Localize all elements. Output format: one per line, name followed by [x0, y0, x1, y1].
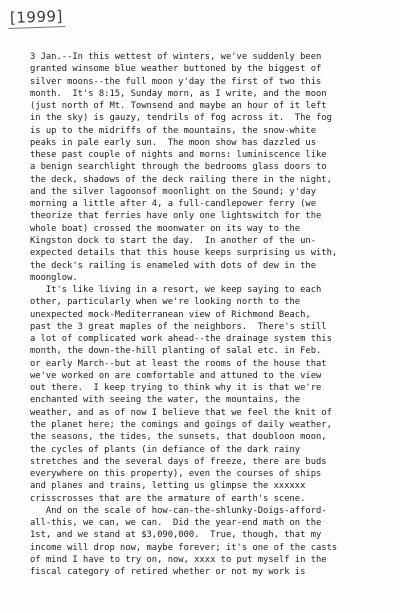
- text-line: expected details that this house keeps surprising us with,: [30, 248, 338, 259]
- text-line: whole boat) crossed the moonwater on its way to the: [30, 223, 301, 234]
- text-line: of mind I have to try on, now, xxxx to put myself in the: [30, 554, 327, 565]
- text-line: stretches and the several days of freeze, there are buds: [30, 456, 327, 467]
- text-line: 1st, and we stand at $3,090,000. True, though, that my: [30, 530, 322, 541]
- text-line: moonglow.: [30, 272, 78, 283]
- text-line: other, particularly when we're looking north to the: [30, 297, 301, 308]
- text-line: silver moons--the full moon y'day the first of two this: [30, 76, 322, 87]
- text-line: Kingston dock to start the day. In another of the un-: [30, 235, 316, 246]
- text-line: theorize that ferries have only one lightswitch for the: [30, 211, 322, 222]
- text-line: morning a little after 4, a full-candlepower ferry (we: [30, 199, 316, 210]
- text-line: And on the scale of how-can-the-shlunky-Doigs-afford-: [30, 505, 327, 516]
- text-line: these past couple of nights and morns: luminiscence like: [30, 150, 327, 161]
- text-line: in the sky) is gauzy, tendrils of fog across it. The fog: [30, 113, 332, 124]
- text-line: fiscal category of retired whether or not my work is: [30, 567, 306, 578]
- text-line: the deck's railing is enameled with dots of dew in the: [30, 260, 316, 271]
- text-line: past the 3 great maples of the neighbors. There's still: [30, 321, 327, 332]
- text-line: the seasons, the tides, the sunsets, that doubloon moon,: [30, 432, 327, 443]
- text-line: 3 Jan.--In this wettest of winters, we've suddenly been: [30, 52, 322, 62]
- text-line: crisscrosses that are the armature of earth's scene.: [30, 493, 306, 504]
- text-line: month. It's 8:15, Sunday morn, as I write, and the moon: [30, 88, 327, 99]
- text-line: or early March--but at least the rooms of the house that: [30, 358, 327, 369]
- text-line: weather, and as of now I believe that we feel the knit of: [30, 407, 332, 418]
- text-line: out there. I keep trying to think why it is that we're: [30, 383, 322, 394]
- year-tag: [1999]: [8, 7, 66, 29]
- text-line: income will drop now, maybe forever; it's one of the casts: [30, 542, 338, 553]
- text-line: unexpected mock-Mediterranean view of Richmond Beach,: [30, 309, 311, 320]
- text-line: the cycles of plants (in defiance of the dark rainy: [30, 444, 301, 455]
- text-line: month, the down-the-hill planting of salal etc. in Feb.: [30, 346, 322, 357]
- text-line: and planes and trains, letting us glimpse the xxxxxx: [30, 481, 306, 492]
- text-line: a lot of complicated work ahead--the drainage system this: [30, 334, 332, 345]
- text-line: and the silver lagoonsof moonlight on the Sound; y'day: [30, 186, 316, 197]
- text-line: the deck, shadows of the deck railing there in the night,: [30, 174, 332, 185]
- text-line: (just north of Mt. Townsend and maybe an hour of it left: [30, 101, 327, 112]
- text-line: we've worked on are comfortable and attuned to the view: [30, 370, 322, 381]
- text-line: enchanted with seeing the water, the mountains, the: [30, 395, 301, 406]
- text-line: the planet here; the comings and goings of daily weather,: [30, 419, 332, 430]
- text-line: granted winsome blue weather buttoned by the biggest of: [30, 64, 322, 75]
- text-line: peaks in pale early sun. The moon show has dazzled us: [30, 137, 316, 148]
- text-line: is up to the midriffs of the mountains, the snow-white: [30, 125, 316, 136]
- text-line: a benign searchlight through the bedrooms glass doors to: [30, 162, 327, 173]
- text-line: It's like living in a resort, we keep saying to each: [30, 285, 322, 296]
- text-line: all-this, we can, we can. Did the year-end math on the: [30, 518, 322, 529]
- journal-entry-text: [30, 51, 398, 578]
- text-line: everywhere on this property), even the courses of ships: [30, 469, 322, 480]
